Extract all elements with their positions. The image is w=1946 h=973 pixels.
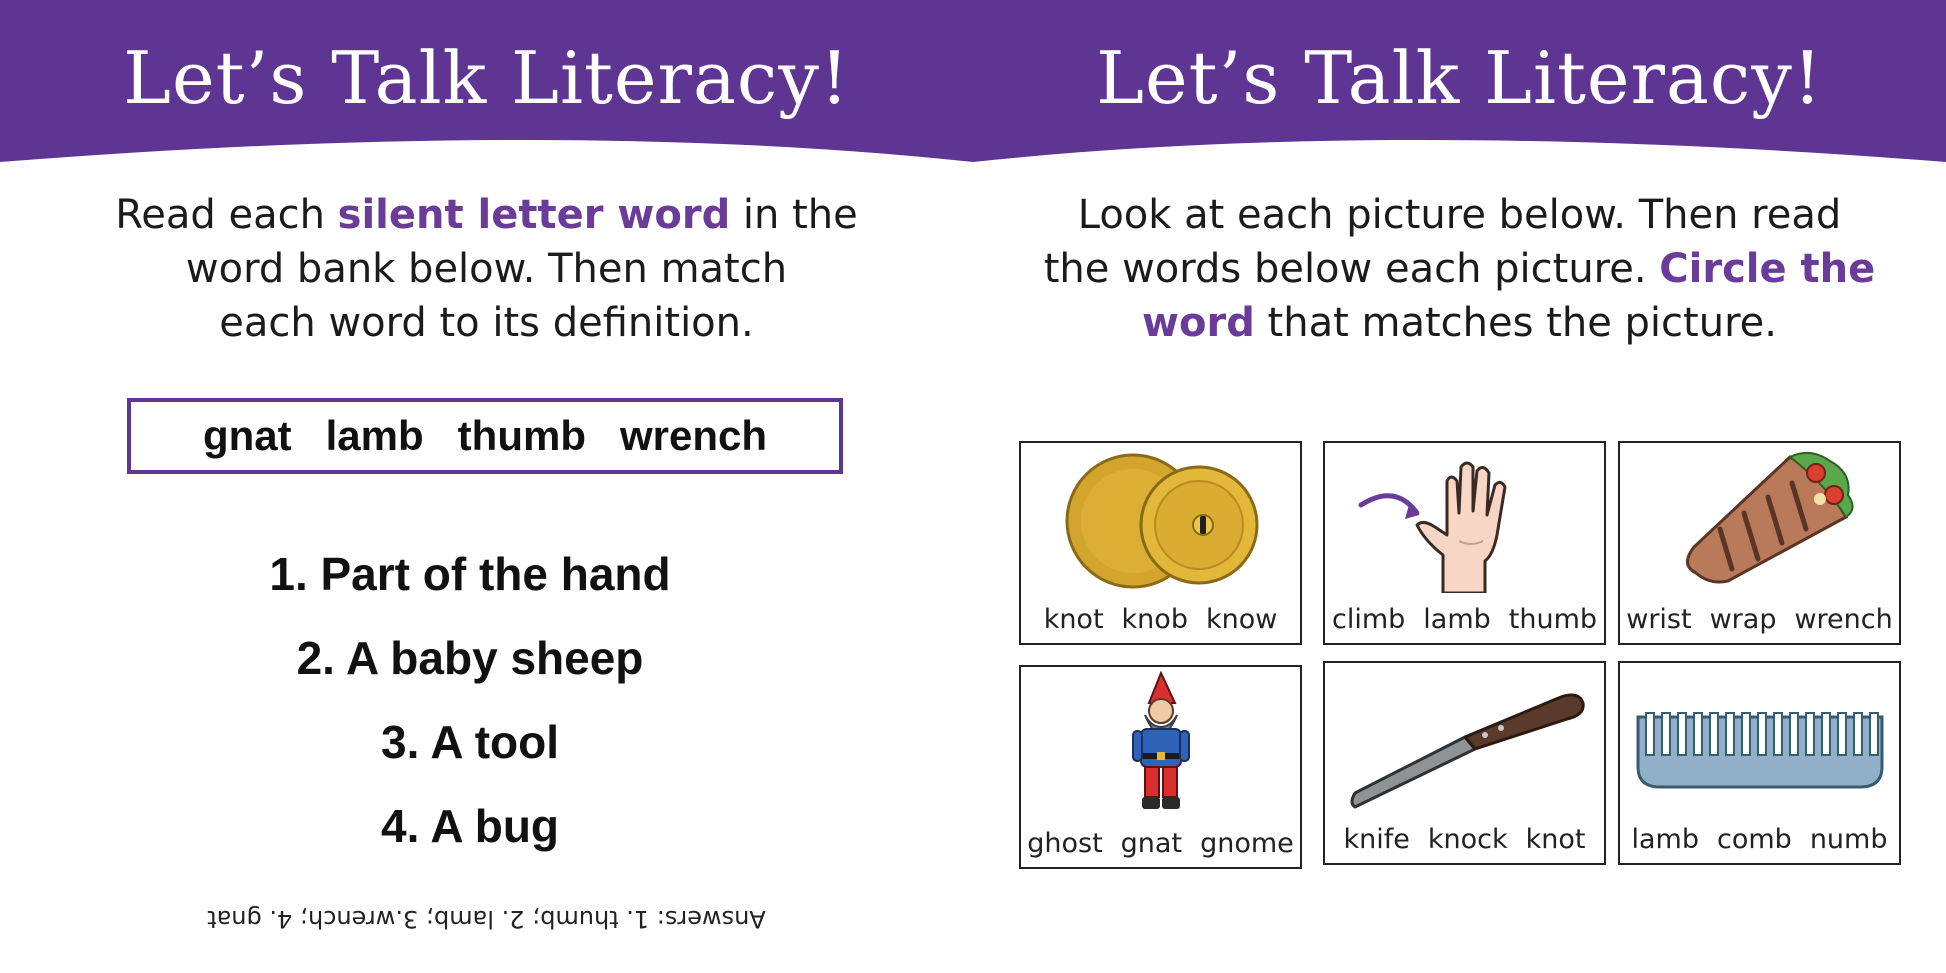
word-choice[interactable]: knot [1043,604,1104,635]
definition-list [0,532,940,868]
word-choice[interactable]: knot [1525,824,1586,855]
knife-icon [1325,663,1608,813]
right-page [973,0,1946,973]
picture-card [1618,661,1901,865]
word-choice[interactable]: knife [1343,824,1410,855]
word-bank-item: thumb [457,412,586,459]
word-choice[interactable]: wrist [1626,604,1692,635]
picture-card [1323,661,1606,865]
definition-item: 3. A tool [380,716,560,768]
highlight-text: word [1142,300,1255,346]
word-choices [1620,824,1899,855]
word-choice[interactable]: knob [1121,604,1188,635]
wrap-icon [1620,443,1903,593]
word-choice[interactable]: wrench [1794,604,1893,635]
word-choice[interactable]: knock [1427,824,1508,855]
word-choice[interactable]: lamb [1631,824,1699,855]
word-bank [127,398,843,474]
word-choice[interactable]: comb [1717,824,1792,855]
word-choice[interactable]: wrap [1709,604,1777,635]
word-choice[interactable]: gnome [1200,828,1294,859]
word-bank-item: wrench [619,412,768,459]
word-choice[interactable]: lamb [1423,604,1491,635]
answer-key: Answers: 1. thumb; 2. lamb; 3.wrench; 4. gnat [207,905,766,933]
highlight-text: silent letter word [337,192,731,238]
word-choices [1325,604,1604,635]
definition-item: 2. A baby sheep [296,632,644,684]
comb-icon [1620,663,1903,813]
word-choice[interactable]: numb [1809,824,1888,855]
picture-card [1019,441,1302,645]
word-choices [1325,824,1604,855]
word-choice[interactable]: know [1205,604,1278,635]
word-choices [1021,604,1300,635]
picture-card [1618,441,1901,645]
word-bank-item: lamb [325,412,424,459]
gnome-icon [1021,667,1304,827]
word-choice[interactable]: ghost [1027,828,1103,859]
instructions: Read each silent letter word in the word bank below. Then match each word to its definition. [115,192,858,346]
page-title: Let’s Talk Literacy! [123,36,850,120]
word-choices [1021,828,1300,859]
definition-item: 4. A bug [380,800,560,852]
definition-item: 1. Part of the hand [269,548,671,600]
word-choice[interactable]: gnat [1120,828,1183,859]
hand-icon [1325,443,1608,593]
picture-card [1323,441,1606,645]
word-bank-item: gnat [202,412,292,459]
word-choices [1620,604,1899,635]
picture-card [1019,665,1302,869]
door-knob-icon [1021,443,1304,593]
word-choice[interactable]: climb [1331,604,1406,635]
highlight-text: Circle the [1659,246,1876,292]
word-choice[interactable]: thumb [1508,604,1598,635]
page-title: Let’s Talk Literacy! [1096,36,1823,120]
instructions: Look at each picture below. Then read the words below each picture. Circle the word that matches the picture. [1043,192,1876,346]
